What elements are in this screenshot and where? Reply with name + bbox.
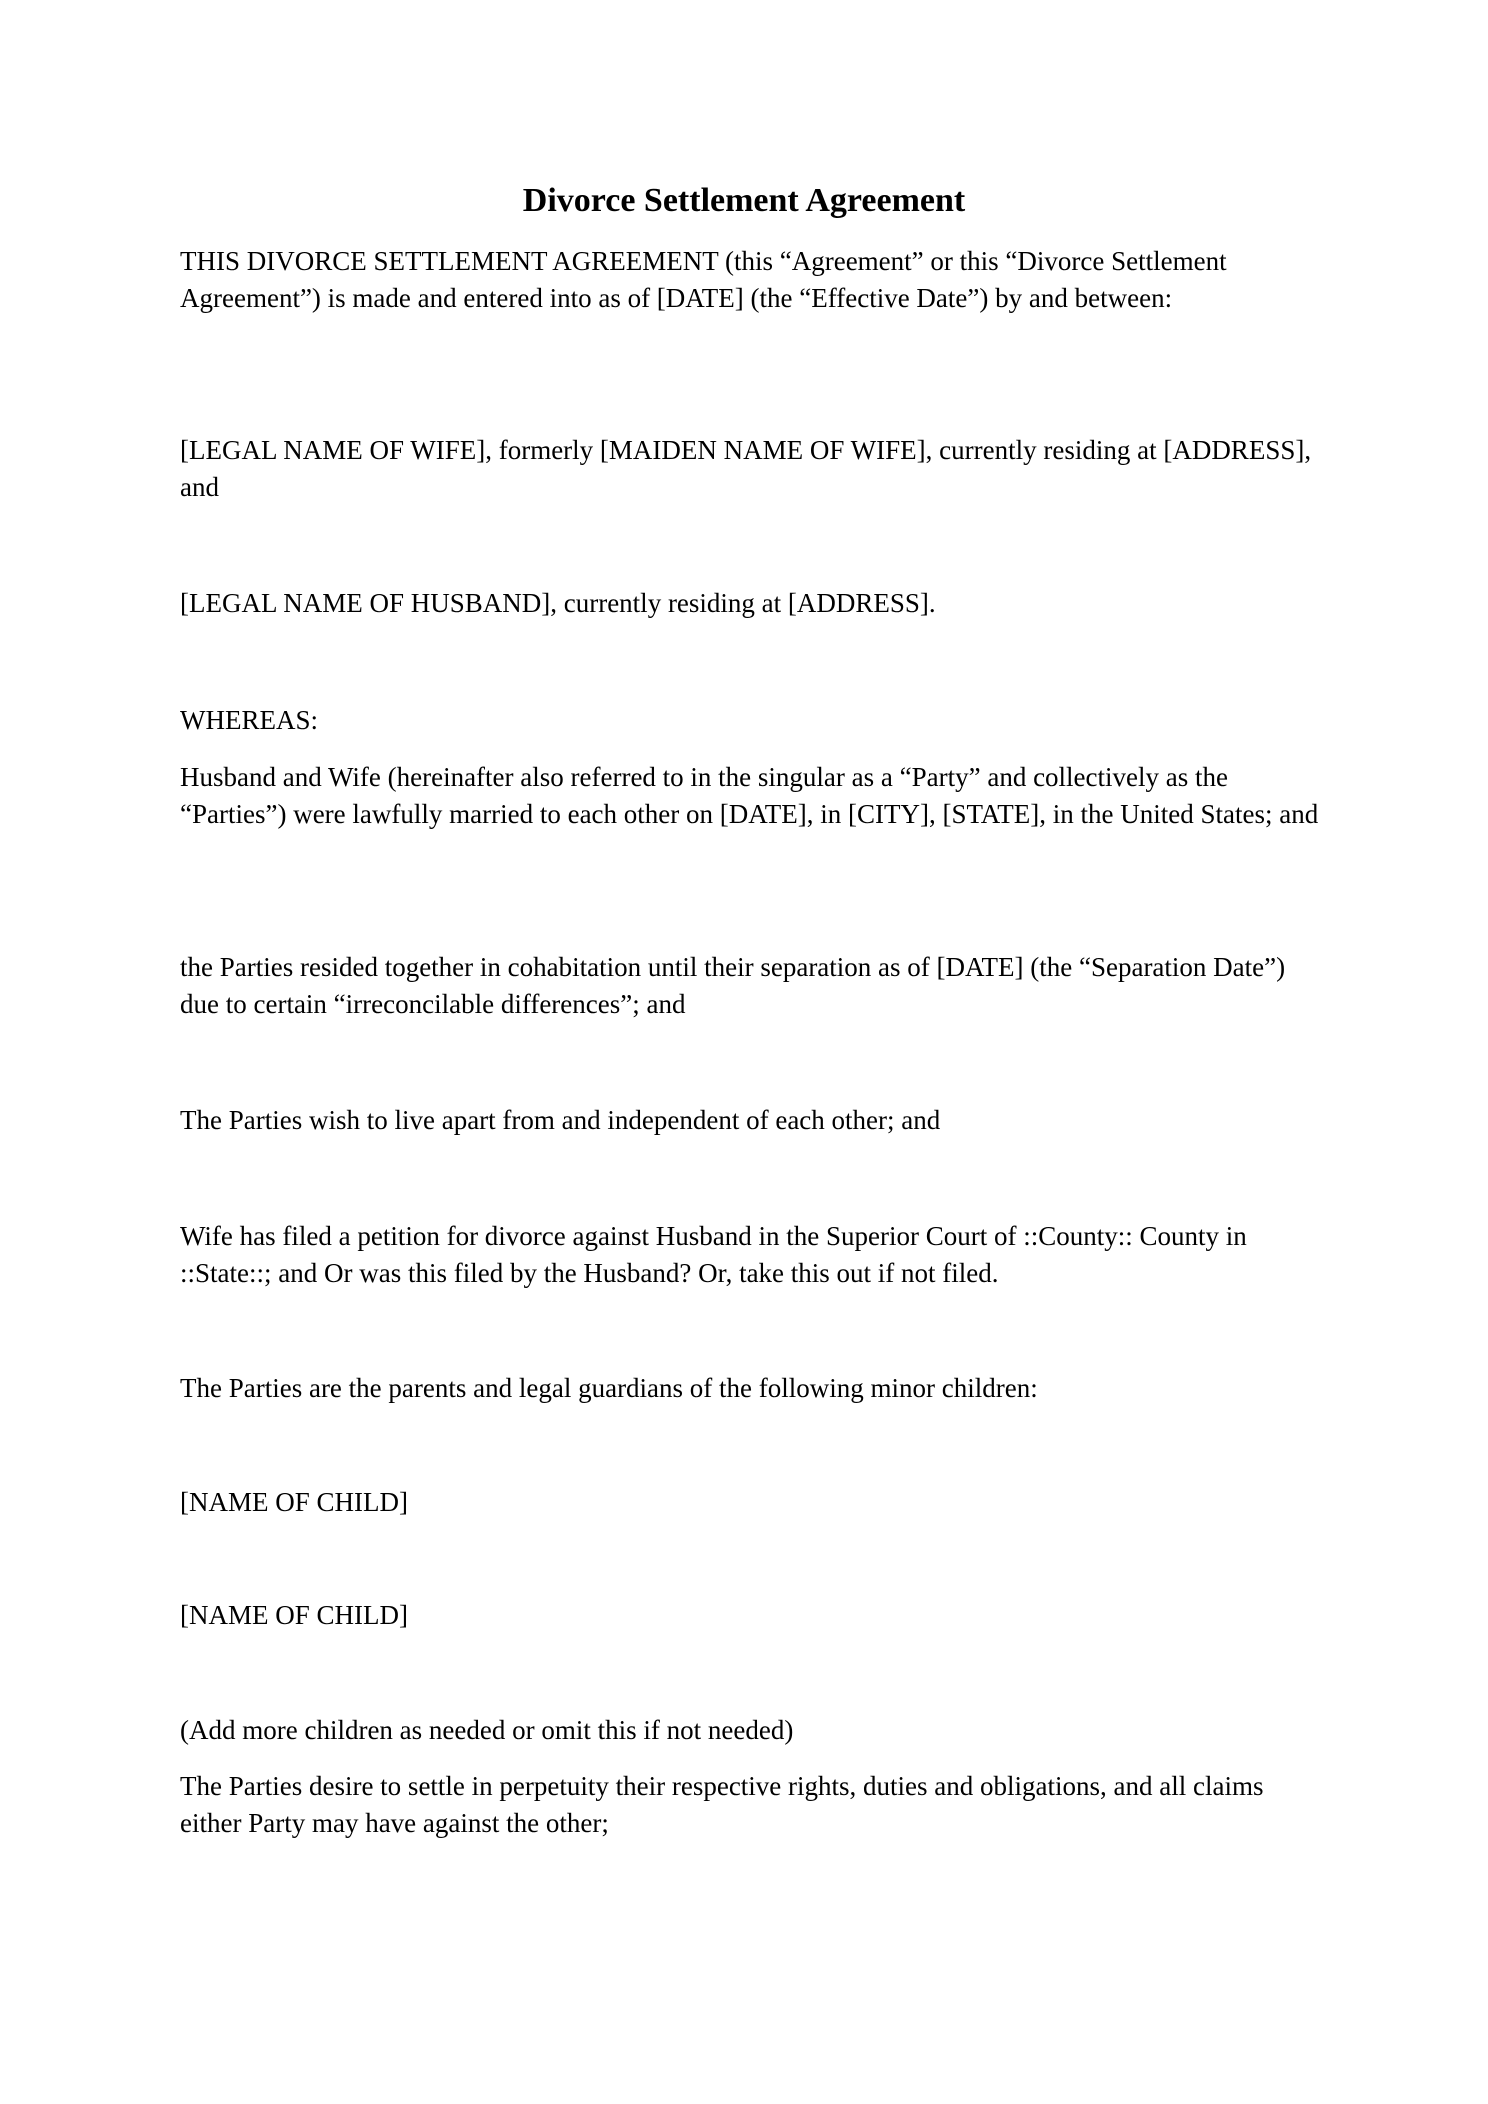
children-recital: The Parties are the parents and legal guardians of the following minor children: xyxy=(180,1373,1038,1403)
settlement-recital: The Parties desire to settle in perpetuity their respective rights, duties and obligations, and all claims either Party may have against the other; xyxy=(180,1771,1264,1838)
petition-recital: Wife has filed a petition for divorce against Husband in the Superior Court of ::County:: County in ::State::; and Or was this filed by the Husband? Or, take this out if not filed. xyxy=(180,1221,1247,1288)
husband-party-paragraph: [LEGAL NAME OF HUSBAND], currently residing at [ADDRESS]. xyxy=(180,588,936,618)
whereas-heading: WHEREAS: xyxy=(180,705,318,735)
intro-paragraph: THIS DIVORCE SETTLEMENT AGREEMENT (this “Agreement” or this “Divorce Settlement Agreement”) is made and entered into as of [DATE] (the “Effective Date”) by and between: xyxy=(180,246,1227,313)
child-name-line: [NAME OF CHILD] xyxy=(180,1600,408,1630)
separation-recital: the Parties resided together in cohabitation until their separation as of [DATE] (the “Separation Date”) due to certain “irreconcilable differences”; and xyxy=(180,952,1286,1019)
document-title: Divorce Settlement Agreement xyxy=(522,182,966,219)
wife-party-paragraph: [LEGAL NAME OF WIFE], formerly [MAIDEN NAME OF WIFE], currently residing at [ADDRESS], and xyxy=(180,435,1312,502)
marriage-recital: Husband and Wife (hereinafter also referred to in the singular as a “Party” and collectively as the “Parties”) were lawfully married to each other on [DATE], in [CITY], [STATE], in the United States; and xyxy=(180,762,1319,829)
child-name-line: [NAME OF CHILD] xyxy=(180,1487,408,1517)
add-children-note: (Add more children as needed or omit this if not needed) xyxy=(180,1715,794,1745)
live-apart-recital: The Parties wish to live apart from and independent of each other; and xyxy=(180,1105,941,1135)
